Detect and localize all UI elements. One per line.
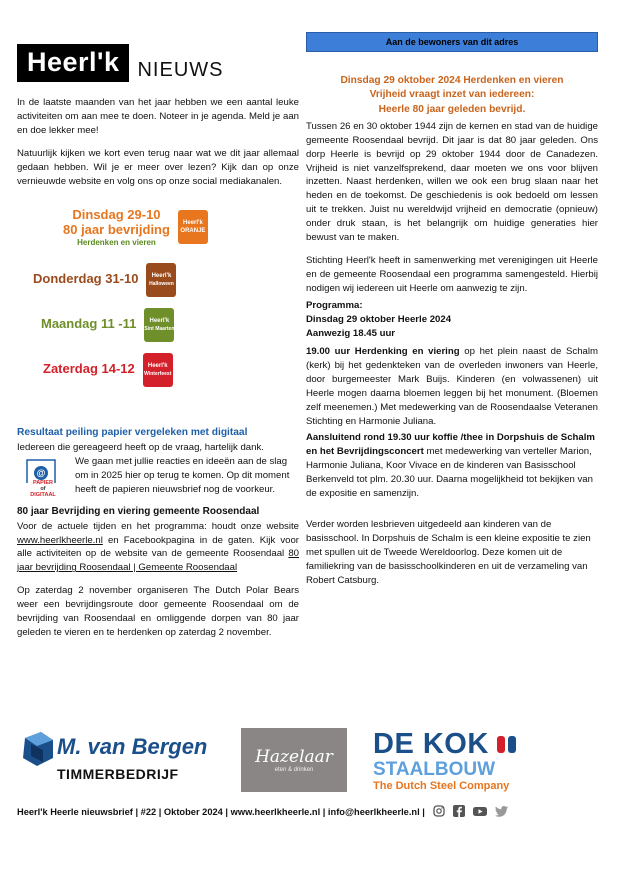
masthead-title: NIEUWS bbox=[137, 59, 224, 81]
de-kok-bar-icon bbox=[497, 736, 505, 753]
sint-maarten-badge-icon: Heerl'k Sint Maarten bbox=[144, 308, 174, 342]
hazelaar-logo: Hazelaar eten & drinken bbox=[241, 728, 347, 792]
oranje-badge-icon: Heerl'k ORANJE bbox=[178, 210, 208, 244]
program-item: 19.00 uur Herdenking en viering op het plein naast de Schalm (kerk) bij het gedenkteken van de overleden inwoners van Heerle, door burgemeester Mark Buijs. Kinderen (en volwassenen) uit Heerle mogen daarna bloemen leggen bij het monument. (Bloemen zelf meenemen.) Met medewerking van de Roosendaalse Veteranen Stichting en Harmonie Juliana. bbox=[306, 346, 598, 427]
winterfeest-badge-icon: Heerl'k Winterfeest bbox=[143, 353, 173, 387]
program-heading: Programma: bbox=[306, 299, 363, 311]
article-title: Dinsdag 29 oktober 2024 Herdenken en vieren Vrijheid vraagt inzet van iedereen: Heerle 80 jaar geleden bevrijd. bbox=[340, 75, 564, 115]
intro-paragraph: In de laatste maanden van het jaar hebben we een aantal leuke activiteiten om aan mee te doen. Noteer in je agenda. Meld je aan en doe lekker mee! bbox=[17, 97, 299, 136]
gemeente-link[interactable]: 80 jaar bevrijding Roosendaal | Gemeente Roosendaal bbox=[17, 548, 299, 574]
event-date: Zaterdag 14-12 bbox=[43, 361, 135, 377]
van-bergen-logo: M. van Bergen TIMMERBEDRIJF bbox=[19, 732, 209, 792]
twitter-icon[interactable] bbox=[495, 806, 508, 819]
event-list bbox=[17, 197, 299, 392]
right-column bbox=[306, 30, 598, 597]
intro-paragraph-2: Natuurlijk kijken we kort even terug naar wat we dit jaar allemaal gedaan hebben. Wil je er meer over lezen? Kijk dan op onze vernieuwde website en volg ons op onze social mediakanalen. bbox=[17, 147, 299, 187]
event-item bbox=[43, 347, 299, 392]
poll-thanks: Iedereen die gereageerd heeft op de vraag, hartelijk dank. bbox=[17, 442, 264, 454]
event-date: Donderdag 31-10 bbox=[33, 271, 139, 287]
heerlk-logo: Heerl'k bbox=[17, 44, 129, 82]
poll-block bbox=[17, 455, 299, 503]
de-kok-logo: DE KOK STAALBOUW The Dutch Steel Company bbox=[373, 730, 555, 794]
svg-text:@: @ bbox=[36, 468, 46, 479]
program-present: Aanwezig 18.45 uur bbox=[306, 327, 396, 339]
article-paragraph-2: Stichting Heerl'k heeft in samenwerking met verenigingen uit Heerle en de gemeente Roosendaal een programma samengesteld. Hierbij nodigen wij iedereen uit Heerle om aanwezig te zijn. bbox=[306, 255, 598, 294]
social-icons bbox=[433, 805, 508, 819]
sponsor-row bbox=[17, 728, 607, 800]
event-date: Maandag 11 -11 bbox=[41, 316, 137, 332]
polar-bears-paragraph: Op zaterdag 2 november organiseren The Dutch Polar Bears weer een bevrijdingsroute door gemeente Roosendaal om de bevrijding van Roosendaal en omliggende dorpen van 80 jaar geleden te vieren en te herdenken op zaterdag 2 november. bbox=[17, 585, 299, 638]
roosendaal-heading: 80 jaar Bevrijding en viering gemeente Roosendaal bbox=[17, 506, 260, 518]
instagram-icon[interactable] bbox=[433, 805, 445, 819]
article-paragraph-3: Verder worden lesbrieven uitgedeeld aan kinderen van de basisschool. In Dorpshuis de Schalm is een kleine expositie te zien met spullen uit de Tweede Wereldoorlog. Deze komen uit de familiekring van de basisschoolkinderen en uit de verzameling van Robert Catsburg. bbox=[306, 519, 591, 587]
program-date: Dinsdag 29 oktober Heerle 2024 bbox=[306, 313, 452, 325]
event-item bbox=[33, 257, 299, 302]
website-link[interactable]: www.heerlkheerle.nl bbox=[17, 534, 103, 546]
papier-of-digitaal-icon: @ PAPIER of DIGITAAL bbox=[19, 459, 67, 499]
left-column bbox=[17, 30, 299, 649]
masthead bbox=[17, 30, 299, 82]
footer-text: Heerl'k Heerle nieuwsbrief | #22 | Oktober 2024 | www.heerlkheerle.nl | info@heerlkheerle.nl | bbox=[17, 807, 425, 817]
poll-text: We gaan met jullie reacties en ideeën aan de slag om in 2025 hier op terug te komen. Op dit moment heeft de papieren nieuwsbrief nog de voorkeur. bbox=[75, 456, 290, 495]
program-item: Aansluitend rond 19.30 uur koffie /thee in Dorpshuis de Schalm en het Bevrijdingsconcert met medewerking van verteller Marion, Harmonie Juliana, Koor Vivace en de kinderen van Basisschool Berkenveld tot plm. 20.30 uur. Daarna mogelijkheid tot bekijken van de expositie en samenzijn. bbox=[306, 431, 595, 499]
van-bergen-cube-icon bbox=[19, 732, 55, 766]
poll-heading: Resultaat peiling papier vergeleken met digitaal bbox=[17, 427, 248, 439]
facebook-icon[interactable] bbox=[453, 805, 465, 819]
halloween-badge-icon: Heerl'k Halloween bbox=[146, 263, 176, 297]
event-date: Dinsdag 29-10 80 jaar bevrijding Herdenken en vieren bbox=[63, 206, 170, 247]
event-item bbox=[41, 302, 299, 347]
address-banner: Aan de bewoners van dit adres bbox=[306, 32, 598, 52]
youtube-icon[interactable] bbox=[473, 806, 487, 819]
roosendaal-paragraph: Voor de actuele tijden en het programma: houdt onze website www.heerlkheerle.nl en Facebookpagina in de gaten. Kijk voor alle activiteiten op de website van de gemeente Roosendaal 80 jaar bevrijding Roosendaal | Gemeente Roosendaal bbox=[17, 520, 299, 574]
de-kok-bar-icon bbox=[508, 736, 516, 753]
footer bbox=[17, 805, 607, 819]
article-paragraph: Tussen 26 en 30 oktober 1944 zijn de kernen en stad van de huidige gemeente Roosendaal bevrijd. Dit jaar is dat 80 jaar geleden. Ons dorp Heerle is bevrijd op 29 oktober 1944 door de Canadezen. Vrijheid is niet vanzelfsprekend, daar moeten we ons voor blijven inzetten. Naast herdenken, willen we ook een brug slaan naar het heden en de toekomst. De geschiedenis is ook bedoeld om lessen uit te trekken. Juist nu wereldwijd vrijheid en democratie (opnieuw) onder druk staan, is het belangrijk om huidige generaties hier bewust van te maken. bbox=[306, 120, 598, 244]
event-item bbox=[63, 197, 299, 257]
